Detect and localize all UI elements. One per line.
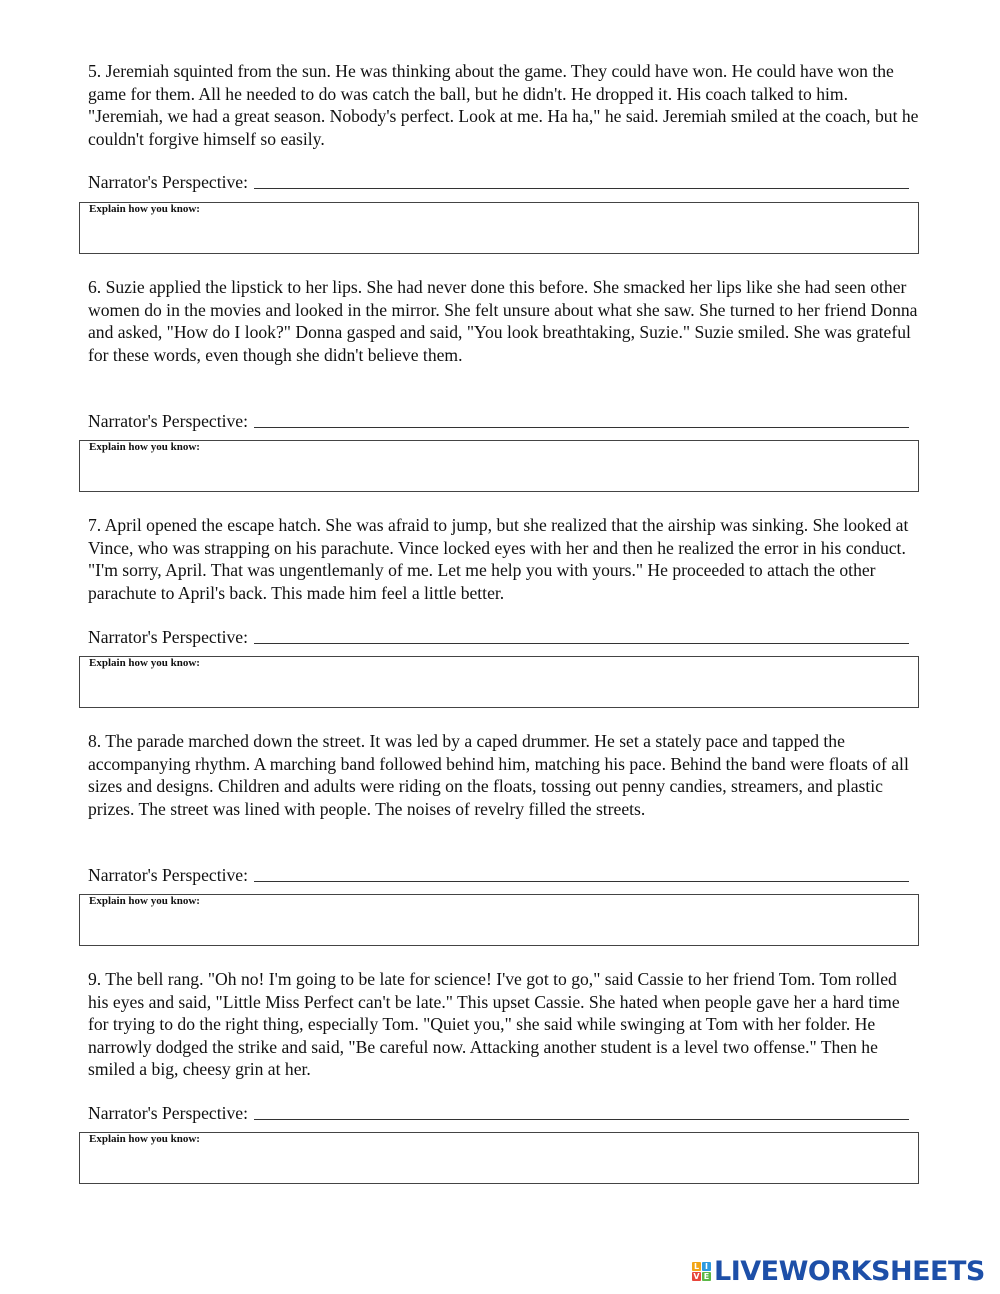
explain-answer-box[interactable]: [79, 894, 919, 946]
narrator-perspective-row: [88, 627, 909, 647]
passage-text: 9. The bell rang. "Oh no! I'm going to be late for science! I've got to go," said Cassie to her friend Tom. Tom rolled his eyes and said, "Little Miss Perfect can't be late." This upset Cassie. She hated when people gave her a hard time for trying to do the right thing, especially Tom. "Quiet you," she said while swinging at Tom with her folder. He narrowly dodged the strike and said, "Be careful now. Attacking another student is a level two offense." Then he smiled a big, cheesy grin at her.: [88, 969, 900, 1080]
explain-answer-box[interactable]: [79, 440, 919, 492]
logo-mark-letter: E: [703, 1272, 710, 1281]
passage-text: 5. Jeremiah squinted from the sun. He was thinking about the game. They could have won. He could have won the game for them. All he needed to do was catch the ball, but he didn't. He dropped it. His coach talked to him. "Jeremiah, we had a great season. Nobody's perfect. Look at me. Ha ha," he said. Jeremiah smiled at the coach, but he couldn't forgive himself so easily.: [88, 61, 919, 149]
question-7: [88, 514, 920, 604]
question-6: [88, 276, 920, 366]
narrator-perspective-answer-line[interactable]: [254, 643, 909, 644]
logo-mark-icon: [692, 1262, 711, 1281]
logo-mark-letter: V: [693, 1272, 700, 1281]
narrator-perspective-label: Narrator's Perspective:: [88, 865, 248, 885]
narrator-perspective-label: Narrator's Perspective:: [88, 172, 248, 192]
narrator-perspective-row: [88, 865, 909, 885]
question-9: [88, 968, 920, 1081]
narrator-perspective-row: [88, 172, 909, 192]
explain-label: Explain how you know:: [89, 203, 200, 215]
explain-label: Explain how you know:: [89, 1133, 200, 1145]
narrator-perspective-label: Narrator's Perspective:: [88, 1103, 248, 1123]
narrator-perspective-row: [88, 411, 909, 431]
explain-label: Explain how you know:: [89, 657, 200, 669]
narrator-perspective-label: Narrator's Perspective:: [88, 411, 248, 431]
narrator-perspective-answer-line[interactable]: [254, 1119, 909, 1120]
narrator-perspective-label: Narrator's Perspective:: [88, 627, 248, 647]
explain-label: Explain how you know:: [89, 895, 200, 907]
passage-text: 6. Suzie applied the lipstick to her lips. She had never done this before. She smacked her lips like she had seen other women do in the movies and looked in the mirror. She felt unsure about what she saw. She turned to her friend Donna and asked, "How do I look?" Donna gasped and said, "You look breathtaking, Suzie." Suzie smiled. She was grateful for these words, even though she didn't believe them.: [88, 277, 918, 365]
narrator-perspective-row: [88, 1103, 909, 1123]
explain-answer-box[interactable]: [79, 656, 919, 708]
narrator-perspective-answer-line[interactable]: [254, 881, 909, 882]
explain-label: Explain how you know:: [89, 441, 200, 453]
narrator-perspective-answer-line[interactable]: [254, 427, 909, 428]
narrator-perspective-answer-line[interactable]: [254, 188, 909, 189]
question-8: [88, 730, 920, 820]
passage-text: 8. The parade marched down the street. It was led by a caped drummer. He set a stately pace and tapped the accompanying rhythm. A marching band followed behind him, matching his pace. Behind the band were floats of all sizes and designs. Children and adults were riding on the floats, tossing out penny candies, streamers, and plastic prizes. The street was lined with people. The noises of revelry filled the streets.: [88, 731, 909, 819]
explain-answer-box[interactable]: [79, 202, 919, 254]
logo-mark-letter: L: [693, 1262, 700, 1271]
passage-text: 7. April opened the escape hatch. She was afraid to jump, but she realized that the airship was sinking. She looked at Vince, who was strapping on his parachute. Vince locked eyes with her and then he realized the error in his conduct. "I'm sorry, April. That was ungentlemanly of me. Let me help you with yours." He proceeded to attach the other parachute to April's back. This made him feel a little better.: [88, 515, 909, 603]
liveworksheets-logo: [692, 1256, 985, 1287]
question-5: [88, 60, 920, 150]
logo-text: LIVEWORKSHEETS: [714, 1256, 985, 1287]
logo-mark-letter: I: [702, 1262, 711, 1271]
explain-answer-box[interactable]: [79, 1132, 919, 1184]
